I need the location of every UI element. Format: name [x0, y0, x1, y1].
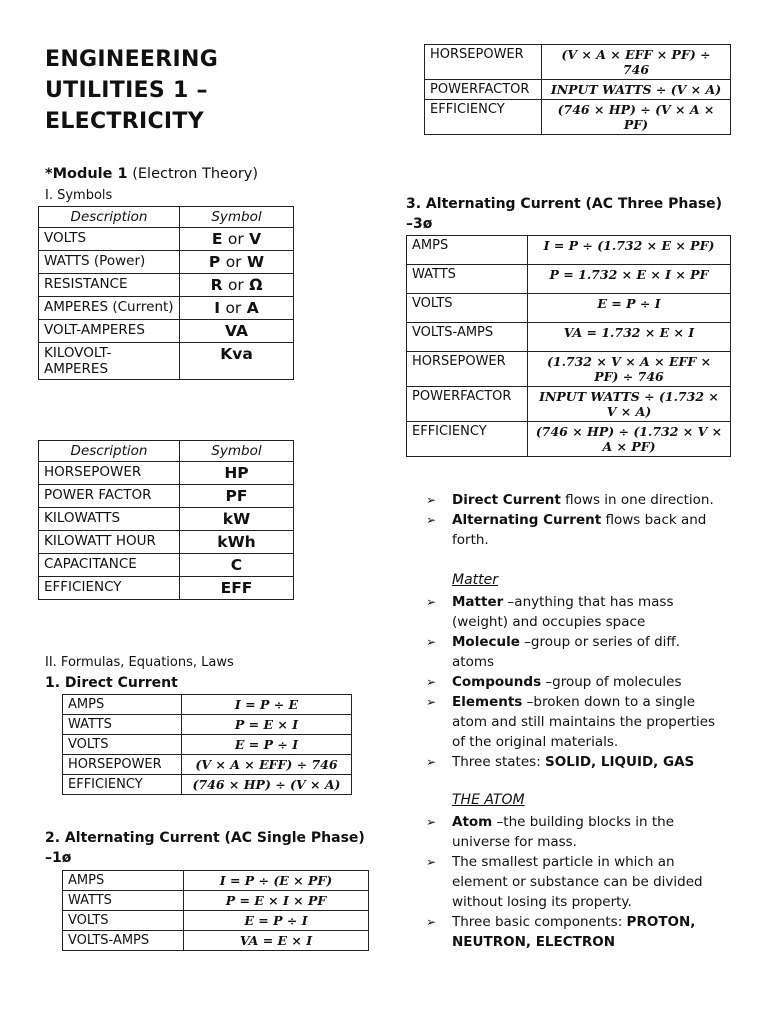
col-header-description: Description: [39, 207, 180, 228]
cell-symbol: P or W: [180, 251, 294, 274]
arrow-bullet-icon: ➢: [426, 493, 437, 507]
cell-formula: E = P ÷ I: [184, 911, 369, 931]
list-item: ➢ Elements –broken down to a single atom and still maintains the properties of the original materials.: [426, 694, 716, 750]
cell-description: RESISTANCE: [39, 274, 180, 297]
ac3-table: [406, 235, 731, 457]
cell-formula: P = E × I × PF: [184, 891, 369, 911]
cell-formula: (746 × HP) ÷ (V × A × PF): [542, 100, 731, 135]
title-line-3: ELECTRICITY: [45, 109, 204, 134]
cell-formula: E = P ÷ I: [528, 294, 731, 323]
table-row: [39, 320, 294, 343]
arrow-bullet-icon: ➢: [426, 595, 437, 609]
cell-symbol: E or V: [180, 228, 294, 251]
table-row: [63, 755, 352, 775]
table-row: [407, 352, 731, 387]
cell-symbol: C: [180, 554, 294, 577]
list-item: ➢ The smallest particle in which an element or substance can be divided without losing its property.: [426, 854, 703, 910]
list-item: ➢ Matter –anything that has mass (weight) and occupies space: [426, 594, 674, 630]
dc-table: [62, 694, 352, 795]
cell-label: WATTS: [63, 891, 184, 911]
arrow-bullet-icon: ➢: [426, 513, 437, 527]
ac3-heading: 3. Alternating Current (AC Three Phase): [406, 196, 723, 212]
cell-label: AMPS: [63, 871, 184, 891]
ac1-heading: 2. Alternating Current (AC Single Phase): [45, 830, 365, 846]
cell-symbol: kW: [180, 508, 294, 531]
cell-label: VOLTS-AMPS: [407, 323, 528, 352]
arrow-bullet-icon: ➢: [426, 755, 437, 769]
cell-label: VOLTS: [63, 911, 184, 931]
cell-formula: I = P ÷ E: [182, 695, 352, 715]
cell-symbol: Kva: [180, 343, 294, 380]
cell-label: HORSEPOWER: [425, 45, 542, 80]
matter-bullets: [426, 592, 726, 772]
arrow-bullet-icon: ➢: [426, 915, 437, 929]
dc-heading: 1. Direct Current: [45, 675, 178, 691]
cell-symbol: HP: [180, 462, 294, 485]
table-row: [407, 294, 731, 323]
cell-symbol: PF: [180, 485, 294, 508]
cell-label: VOLTS-AMPS: [63, 931, 184, 951]
cell-description: WATTS (Power): [39, 251, 180, 274]
table-row: [63, 931, 369, 951]
document-title: [45, 44, 218, 137]
cell-label: AMPS: [63, 695, 182, 715]
table-row: [39, 251, 294, 274]
symbols-table-2: [38, 440, 294, 600]
cell-description: KILOWATTS: [39, 508, 180, 531]
table-row: [39, 485, 294, 508]
table-row: [39, 531, 294, 554]
ac1-heading-phase: –1ø: [45, 850, 72, 866]
cell-formula: (1.732 × V × A × EFF × PF) ÷ 746: [528, 352, 731, 387]
cell-symbol: VA: [180, 320, 294, 343]
cell-description: POWER FACTOR: [39, 485, 180, 508]
table-row: [39, 343, 294, 380]
arrow-bullet-icon: ➢: [426, 635, 437, 649]
table-row: [425, 80, 731, 100]
cell-symbol: I or A: [180, 297, 294, 320]
arrow-bullet-icon: ➢: [426, 815, 437, 829]
cell-symbol: kWh: [180, 531, 294, 554]
cell-description: KILOWATT HOUR: [39, 531, 180, 554]
title-line-1: ENGINEERING: [45, 47, 219, 72]
cell-label: WATTS: [63, 715, 182, 735]
col-header-symbol: Symbol: [180, 207, 294, 228]
cell-formula: INPUT WATTS ÷ (V × A): [542, 80, 731, 100]
cell-formula: VA = 1.732 × E × I: [528, 323, 731, 352]
arrow-bullet-icon: ➢: [426, 695, 437, 709]
cell-label: VOLTS: [63, 735, 182, 755]
col-header-description: Description: [39, 441, 180, 462]
cell-description: CAPACITANCE: [39, 554, 180, 577]
table-row: [63, 871, 369, 891]
table-row: [39, 462, 294, 485]
cell-formula: (746 × HP) ÷ (1.732 × V × A × PF): [528, 422, 731, 457]
atom-heading: THE ATOM: [452, 792, 525, 808]
cell-label: EFFICIENCY: [425, 100, 542, 135]
cell-symbol: EFF: [180, 577, 294, 600]
table-row: [425, 100, 731, 135]
cell-label: EFFICIENCY: [407, 422, 528, 457]
cell-formula: I = P ÷ (1.732 × E × PF): [528, 236, 731, 265]
table-row: [63, 695, 352, 715]
table-row: [407, 265, 731, 294]
ac1-table: [62, 870, 369, 951]
cell-description: VOLTS: [39, 228, 180, 251]
table-row: [39, 508, 294, 531]
current-bullets: [426, 490, 726, 550]
cell-formula: P = 1.732 × E × I × PF: [528, 265, 731, 294]
table-row: [407, 323, 731, 352]
arrow-bullet-icon: ➢: [426, 675, 437, 689]
cell-description: KILOVOLT-AMPERES: [39, 343, 180, 380]
cell-label: HORSEPOWER: [63, 755, 182, 775]
module-subtitle: (Electron Theory): [132, 166, 259, 182]
cell-label: AMPS: [407, 236, 528, 265]
cell-label: EFFICIENCY: [63, 775, 182, 795]
cell-label: VOLTS: [407, 294, 528, 323]
table-row: [39, 554, 294, 577]
cell-label: POWERFACTOR: [407, 387, 528, 422]
list-item: ➢ Molecule –group or series of diff. atoms: [426, 634, 681, 670]
cell-label: POWERFACTOR: [425, 80, 542, 100]
table-row: [63, 911, 369, 931]
list-item: ➢ Three basic components: PROTON, NEUTRON, ELECTRON: [426, 914, 696, 950]
cell-label: HORSEPOWER: [407, 352, 528, 387]
table-row: [407, 422, 731, 457]
cell-symbol: R or Ω: [180, 274, 294, 297]
cell-formula: (V × A × EFF) ÷ 746: [182, 755, 352, 775]
table-row: [39, 228, 294, 251]
list-item: ➢ Compounds –group of molecules: [426, 674, 682, 690]
ac3-heading-phase: –3ø: [406, 216, 433, 232]
cell-formula: P = E × I: [182, 715, 352, 735]
module-heading: [45, 166, 258, 182]
cell-description: AMPERES (Current): [39, 297, 180, 320]
cell-formula: VA = E × I: [184, 931, 369, 951]
table-row: [425, 45, 731, 80]
arrow-bullet-icon: ➢: [426, 855, 437, 869]
ac1-table-continued: [424, 44, 731, 135]
table-row: [39, 577, 294, 600]
list-item: ➢ Atom –the building blocks in the universe for mass.: [426, 814, 674, 850]
symbols-heading: I. Symbols: [45, 188, 113, 203]
cell-formula: (746 × HP) ÷ (V × A): [182, 775, 352, 795]
cell-description: VOLT-AMPERES: [39, 320, 180, 343]
table-row: [63, 775, 352, 795]
table-row: [63, 735, 352, 755]
table-row: [39, 274, 294, 297]
atom-bullets: [426, 812, 726, 952]
list-item: ➢ Three states: SOLID, LIQUID, GAS: [426, 754, 695, 770]
symbols-table-1: [38, 206, 294, 380]
table-row: [407, 236, 731, 265]
matter-heading: Matter: [452, 572, 499, 588]
cell-formula: INPUT WATTS ÷ (1.732 × V × A): [528, 387, 731, 422]
title-line-2: UTILITIES 1 –: [45, 78, 208, 103]
table-row: [63, 715, 352, 735]
module-label: *Module 1: [45, 166, 128, 182]
list-item: ➢ Alternating Current flows back and forth.: [426, 512, 707, 548]
table-row: [39, 297, 294, 320]
col-header-symbol: Symbol: [180, 441, 294, 462]
table-row: [63, 891, 369, 911]
cell-formula: I = P ÷ (E × PF): [184, 871, 369, 891]
cell-description: EFFICIENCY: [39, 577, 180, 600]
cell-formula: E = P ÷ I: [182, 735, 352, 755]
list-item: ➢ Direct Current flows in one direction.: [426, 492, 714, 508]
formulas-heading: II. Formulas, Equations, Laws: [45, 655, 234, 670]
cell-label: WATTS: [407, 265, 528, 294]
table-row: [407, 387, 731, 422]
cell-formula: (V × A × EFF × PF) ÷ 746: [542, 45, 731, 80]
cell-description: HORSEPOWER: [39, 462, 180, 485]
